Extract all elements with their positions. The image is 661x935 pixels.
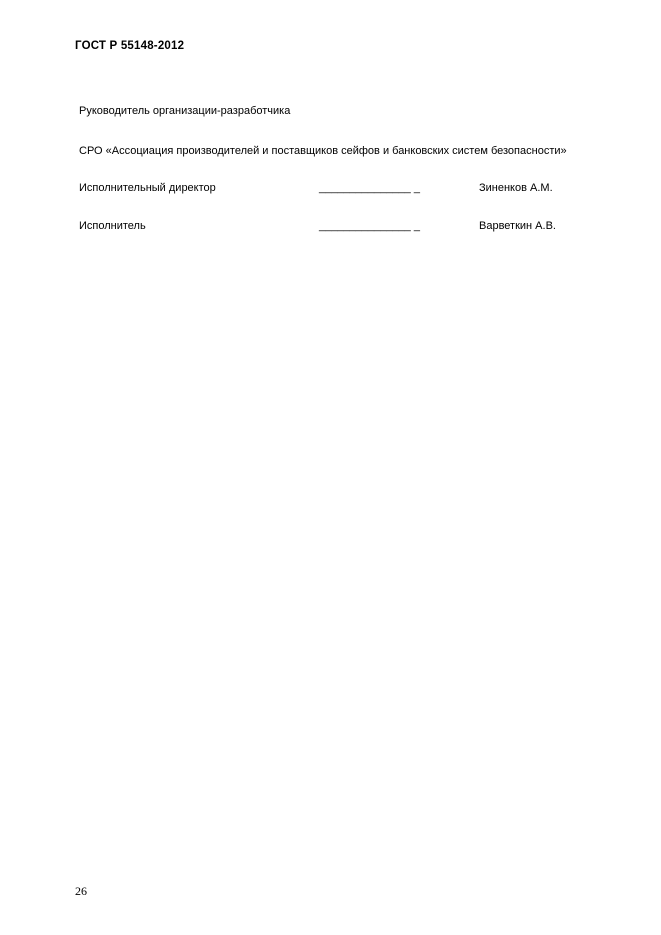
signature-line: _______________ _ [319, 182, 420, 194]
organization-name: СРО «Ассоциация производителей и поставщиков сейфов и банковских систем безопасности» [79, 145, 567, 157]
signatory-role: Исполнитель [79, 220, 146, 232]
signatory-role: Исполнительный директор [79, 182, 216, 194]
signatory-name: Зиненков А.М. [479, 182, 553, 194]
page-number: 26 [75, 884, 87, 898]
standard-code: ГОСТ Р 55148-2012 [75, 40, 185, 52]
signatory-name: Варветкин А.В. [479, 220, 556, 232]
developer-heading: Руководитель организации-разработчика [79, 105, 291, 117]
signature-line: _______________ _ [319, 220, 420, 232]
